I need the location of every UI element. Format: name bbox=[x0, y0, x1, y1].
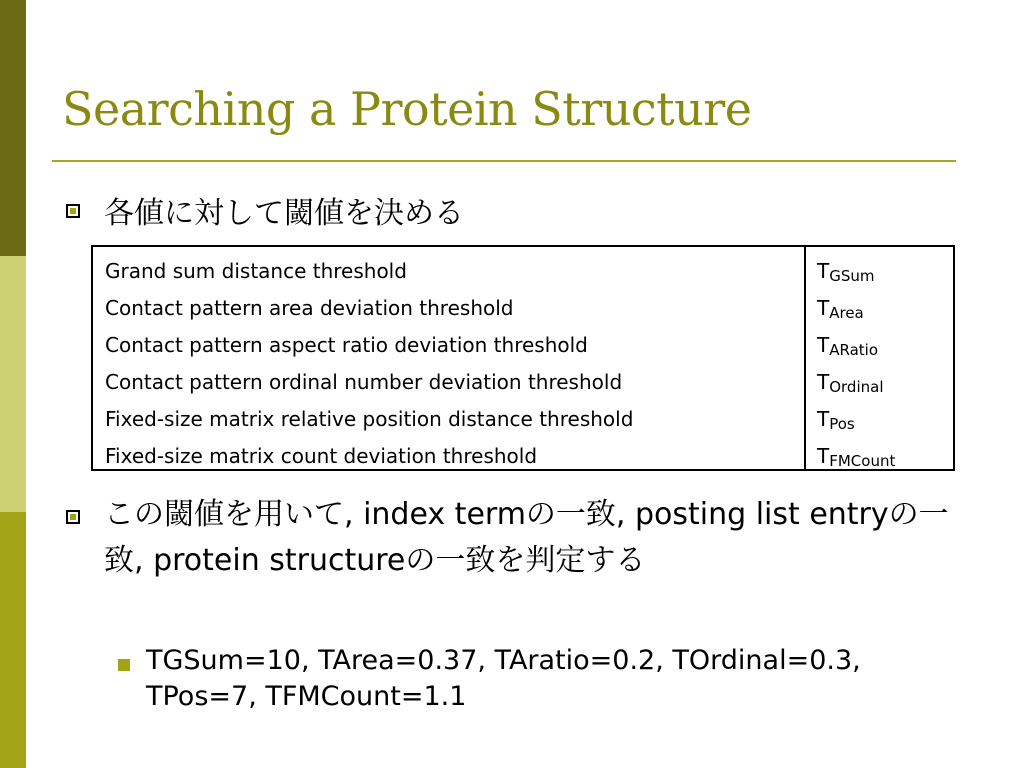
title-underline bbox=[52, 160, 956, 162]
threshold-description: Contact pattern aspect ratio deviation threshold bbox=[105, 333, 588, 357]
threshold-description: Contact pattern ordinal number deviation threshold bbox=[105, 370, 623, 394]
threshold-symbol: $T_{Ordinal}$ bbox=[817, 370, 884, 396]
threshold-symbol: $T_{Pos}$ bbox=[817, 407, 855, 433]
threshold-description: Fixed-size matrix count deviation threshold bbox=[105, 444, 538, 468]
threshold-description: Fixed-size matrix relative position distance threshold bbox=[105, 407, 634, 431]
accent-bar-top bbox=[0, 0, 26, 256]
threshold-table bbox=[91, 245, 955, 471]
threshold-symbol: $T_{Area}$ bbox=[817, 296, 864, 322]
threshold-description: Grand sum distance threshold bbox=[105, 259, 407, 283]
square-bullet-icon bbox=[66, 204, 80, 218]
threshold-symbol: $T_{GSum}$ bbox=[817, 259, 875, 285]
bullet-text-2: この閾値を用いて, index termの一致, posting list entryの一致, protein structureの一致を判定する bbox=[104, 497, 949, 578]
threshold-description: Contact pattern area deviation threshold bbox=[105, 296, 514, 320]
square-bullet-icon bbox=[66, 510, 80, 524]
accent-bar-middle bbox=[0, 256, 26, 512]
threshold-symbol: $T_{ARatio}$ bbox=[817, 333, 878, 359]
slide-title: Searching a Protein Structure bbox=[62, 82, 752, 136]
left-accent-bar bbox=[0, 0, 26, 768]
table-divider bbox=[804, 247, 806, 469]
sub-bullet-text: TGSum=10, TArea=0.37, TAratio=0.2, TOrdinal=0.3, TPos=7, TFMCount=1.1 bbox=[146, 645, 861, 712]
symbol-column bbox=[817, 256, 895, 478]
threshold-symbol: $T_{FMCount}$ bbox=[817, 444, 896, 470]
filled-square-bullet-icon bbox=[118, 659, 130, 671]
description-column bbox=[105, 256, 633, 478]
accent-bar-bottom bbox=[0, 512, 26, 768]
bullet-text-1: 各値に対して閾値を決める bbox=[104, 196, 464, 231]
